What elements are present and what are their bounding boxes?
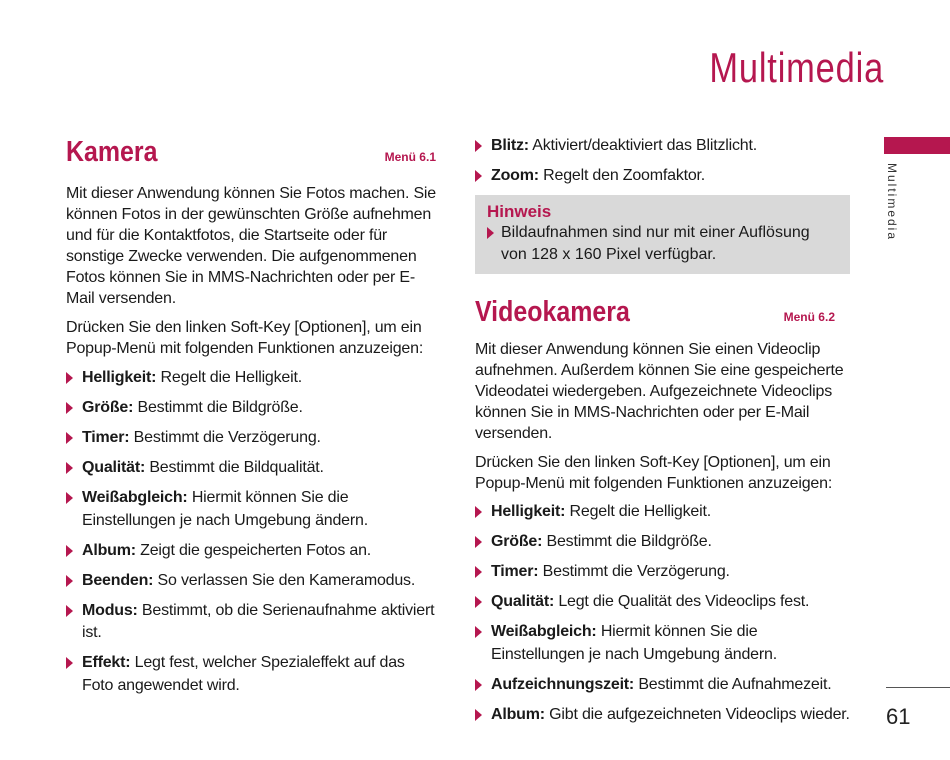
- item-desc: Bestimmt, ob die Serienaufnahme aktiviert ist.: [82, 601, 435, 641]
- item-desc: Bestimmt die Verzögerung.: [129, 429, 321, 446]
- kamera-title: Kamera: [66, 136, 158, 168]
- bullet-arrow-icon: [66, 372, 73, 384]
- kamera-menu-number: Menü 6.1: [384, 150, 436, 164]
- item-desc: Regelt die Helligkeit.: [565, 503, 711, 520]
- item-term: Effekt:: [82, 654, 131, 671]
- bullet-arrow-icon: [66, 432, 73, 444]
- item-desc: Hiermit können Sie die Einstellungen je nach Umgebung ändern.: [82, 489, 368, 529]
- item-desc: So verlassen Sie den Kameramodus.: [153, 571, 416, 589]
- item-term: Qualität:: [491, 593, 555, 610]
- bullet-arrow-icon: [66, 402, 73, 414]
- item-desc: Gibt die aufgezeichneten Videoclips wieder.: [544, 705, 850, 723]
- note-text: Bildaufnahmen sind nur mit einer Auflösung von 128 x 160 Pixel verfügbar.: [501, 224, 810, 263]
- list-item: [475, 501, 850, 524]
- list-item: [66, 570, 436, 593]
- section-tab-marker: [884, 137, 950, 154]
- kamera-heading: [66, 136, 436, 169]
- videokamera-title: Videokamera: [475, 296, 630, 328]
- note-box: [475, 195, 850, 274]
- bullet-arrow-icon: [475, 566, 482, 578]
- bullet-arrow-icon: [475, 140, 482, 152]
- item-desc: Bestimmt die Verzögerung.: [538, 563, 730, 580]
- right-column: [475, 136, 850, 734]
- item-term: Album:: [491, 705, 545, 723]
- list-item: [475, 531, 850, 554]
- item-desc: Hiermit können Sie die Einstellungen je nach Umgebung ändern.: [491, 623, 777, 663]
- item-desc: Bestimmt die Bildqualität.: [145, 459, 324, 476]
- kamera-function-list-continued: [475, 135, 850, 188]
- item-term: Timer:: [82, 429, 130, 446]
- page-number-divider: [886, 687, 950, 688]
- item-term: Modus:: [82, 601, 138, 619]
- list-item: [475, 621, 850, 666]
- bullet-arrow-icon: [475, 596, 482, 608]
- item-term: Weißabgleich:: [82, 489, 188, 506]
- item-term: Beenden:: [82, 571, 154, 589]
- kamera-section: [66, 136, 436, 705]
- list-item: [475, 591, 850, 614]
- list-item: [66, 652, 436, 697]
- item-desc: Legt die Qualität des Videoclips fest.: [554, 593, 810, 610]
- bullet-arrow-icon: [475, 170, 482, 182]
- bullet-arrow-icon: [66, 657, 73, 669]
- list-item: [66, 427, 436, 450]
- bullet-arrow-icon: [66, 575, 73, 587]
- bullet-arrow-icon: [487, 227, 494, 239]
- page-number: 61: [886, 704, 911, 729]
- item-desc: Aktiviert/deaktiviert das Blitzlicht.: [528, 137, 757, 154]
- list-item: [475, 704, 850, 727]
- videokamera-heading: [475, 296, 835, 329]
- videokamera-function-list: [475, 501, 850, 726]
- item-term: Zoom:: [491, 167, 539, 184]
- bullet-arrow-icon: [475, 679, 482, 691]
- list-item: [475, 165, 850, 188]
- bullet-arrow-icon: [475, 506, 482, 518]
- item-desc: Legt fest, welcher Spezialeffekt auf das Foto angewendet wird.: [82, 654, 405, 694]
- item-term: Helligkeit:: [491, 503, 566, 520]
- item-term: Blitz:: [491, 137, 529, 154]
- videokamera-intro: Mit dieser Anwendung können Sie einen Videoclip aufnehmen. Außerdem können Sie eine gespeicherte Videodatei wiedergeben. Aufgezeichnete Videoclips können Sie in MMS-Nachrichten oder per E-Mail versenden.: [475, 341, 844, 442]
- item-term: Weißabgleich:: [491, 623, 597, 640]
- item-desc: Bestimmt die Aufnahmezeit.: [634, 675, 832, 693]
- note-text-item: [487, 222, 838, 266]
- list-item: [66, 367, 436, 390]
- item-desc: Bestimmt die Bildgröße.: [542, 533, 712, 550]
- note-title: Hinweis: [487, 202, 552, 221]
- bullet-arrow-icon: [475, 626, 482, 638]
- item-term: Größe:: [82, 399, 134, 416]
- kamera-instruction: Drücken Sie den linken Soft-Key [Optionen], um ein Popup-Menü mit folgenden Funktionen anzuzeigen:: [66, 319, 424, 357]
- item-term: Größe:: [491, 533, 543, 550]
- list-item: [475, 135, 850, 158]
- list-item: [66, 397, 436, 420]
- list-item: [475, 674, 850, 697]
- item-term: Aufzeichnungszeit:: [491, 675, 635, 693]
- bullet-arrow-icon: [66, 605, 73, 617]
- item-term: Helligkeit:: [82, 369, 157, 386]
- bullet-arrow-icon: [66, 545, 73, 557]
- item-term: Qualität:: [82, 459, 146, 476]
- bullet-arrow-icon: [66, 462, 73, 474]
- item-term: Timer:: [491, 563, 539, 580]
- item-desc: Bestimmt die Bildgröße.: [133, 399, 303, 416]
- side-section-label: Multimedia: [885, 163, 899, 242]
- list-item: [475, 561, 850, 584]
- kamera-function-list: [66, 367, 436, 697]
- item-desc: Regelt die Helligkeit.: [156, 369, 302, 386]
- videokamera-menu-number: Menü 6.2: [783, 310, 835, 324]
- bullet-arrow-icon: [475, 709, 482, 721]
- videokamera-instruction: Drücken Sie den linken Soft-Key [Optionen], um ein Popup-Menü mit folgenden Funktionen anzuzeigen:: [475, 454, 833, 492]
- kamera-intro: Mit dieser Anwendung können Sie Fotos machen. Sie können Fotos in der gewünschten Größe aufnehmen und für die Kontaktfotos, die Startseite oder für sonstige Zwecke verwenden. Die aufgenommenen Fotos können Sie in MMS-Nachrichten oder per E-Mail versenden.: [66, 185, 436, 307]
- item-desc: Zeigt die gespeicherten Fotos an.: [135, 541, 372, 559]
- list-item: [66, 457, 436, 480]
- list-item: [66, 600, 436, 645]
- list-item: [66, 540, 436, 563]
- page-title: Multimedia: [709, 44, 884, 91]
- item-term: Album:: [82, 541, 136, 559]
- bullet-arrow-icon: [475, 536, 482, 548]
- item-desc: Regelt den Zoomfaktor.: [538, 167, 706, 184]
- bullet-arrow-icon: [66, 492, 73, 504]
- list-item: [66, 487, 436, 532]
